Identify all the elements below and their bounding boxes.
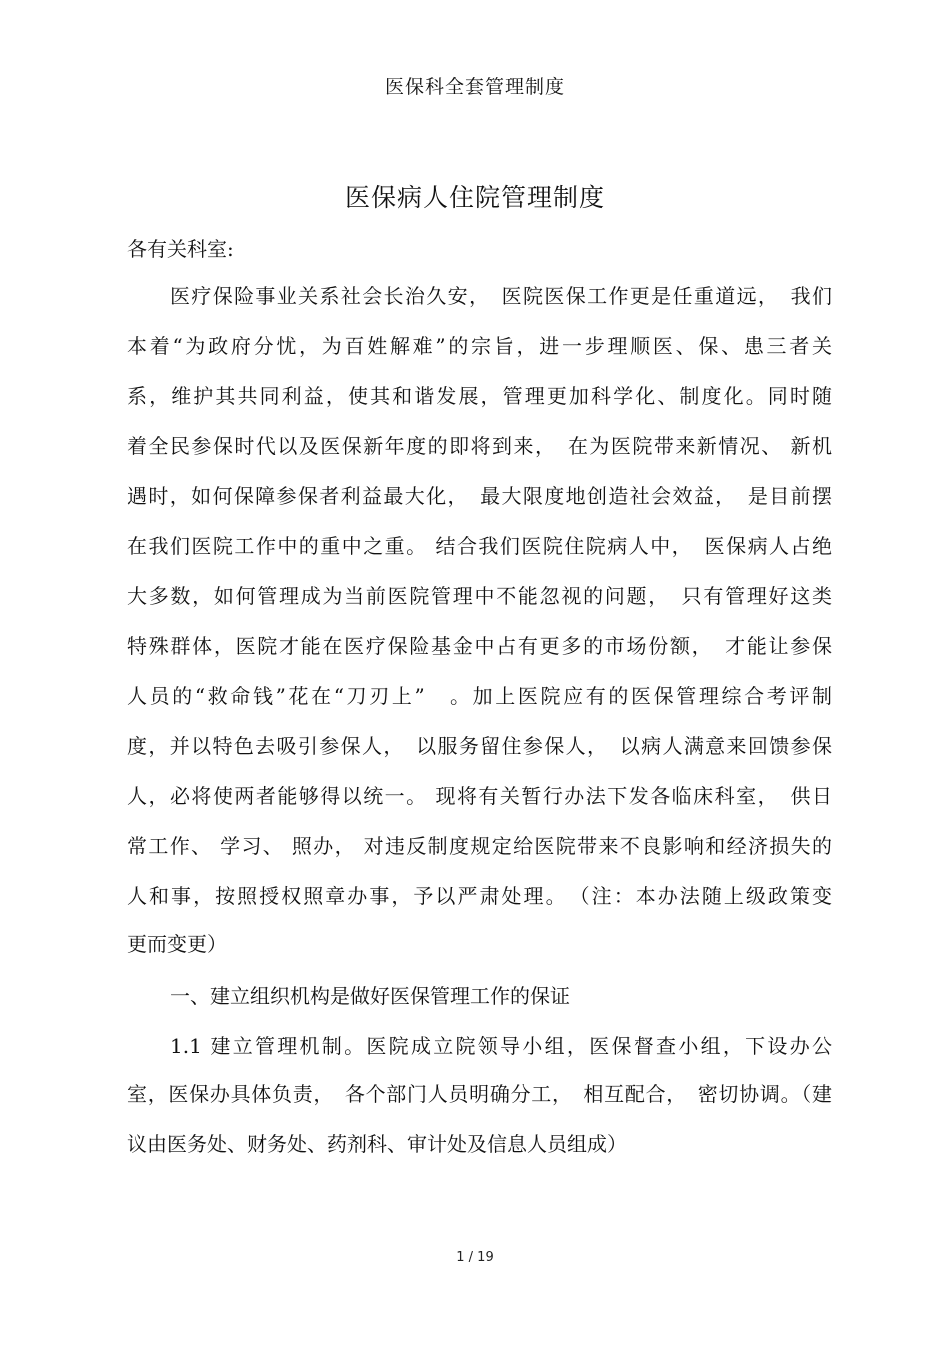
paragraph-line: 议由医务处、财务处、药剂科、审计处及信息人员组成）	[127, 1132, 627, 1156]
paragraph-line: 人和事，按照授权照章办事，予以严肃处理。 （注：本办法随上级政策变	[127, 884, 832, 908]
paragraph-line: 更而变更）	[127, 932, 227, 956]
paragraph-line: 着全民参保时代以及医保新年度的即将到来， 在为医院带来新情况、 新机	[127, 434, 832, 458]
paragraph-line: 大多数，如何管理成为当前医院管理中不能忽视的问题， 只有管理好这类	[127, 584, 832, 608]
page-number: 1 / 19	[456, 1250, 494, 1265]
paragraph-line: 在我们医院工作中的重中之重。 结合我们医院住院病人中， 医保病人占绝	[127, 534, 832, 558]
paragraph-line: 本着“为政府分忧，为百姓解难”的宗旨，进一步理顺医、保、患三者关	[127, 334, 832, 358]
paragraph-line: 常工作、 学习、 照办， 对违反制度规定给医院带来不良影响和经济损失的	[127, 834, 832, 858]
running-header: 医保科全套管理制度	[384, 76, 565, 98]
paragraph-line: 室，医保办具体负责， 各个部门人员明确分工， 相互配合， 密切协调。（建	[127, 1082, 832, 1106]
paragraph-line: 系，维护其共同利益，使其和谐发展，管理更加科学化、制度化。同时随	[127, 384, 832, 408]
paragraph-line: 医疗保险事业关系社会长治久安， 医院医保工作更是任重道远， 我们	[170, 284, 832, 308]
paragraph-line: 人员的“救命钱”花在“刀刃上” 。加上医院应有的医保管理综合考评制	[127, 684, 832, 708]
salutation: 各有关科室:	[127, 237, 234, 261]
paragraph-line: 1.1 建立管理机制。医院成立院领导小组，医保督查小组，下设办公	[170, 1034, 832, 1058]
paragraph-line: 特殊群体，医院才能在医疗保险基金中占有更多的市场份额， 才能让参保	[127, 634, 832, 658]
document-title: 医保病人住院管理制度	[344, 183, 605, 212]
paragraph-line: 人，必将使两者能够得以统一。 现将有关暂行办法下发各临床科室， 供日	[127, 784, 832, 808]
paragraph-line: 度，并以特色去吸引参保人， 以服务留住参保人， 以病人满意来回馈参保	[127, 734, 832, 758]
paragraph-line: 遇时，如何保障参保者利益最大化， 最大限度地创造社会效益， 是目前摆	[127, 484, 832, 508]
section-heading: 一、建立组织机构是做好医保管理工作的保证	[170, 984, 570, 1008]
